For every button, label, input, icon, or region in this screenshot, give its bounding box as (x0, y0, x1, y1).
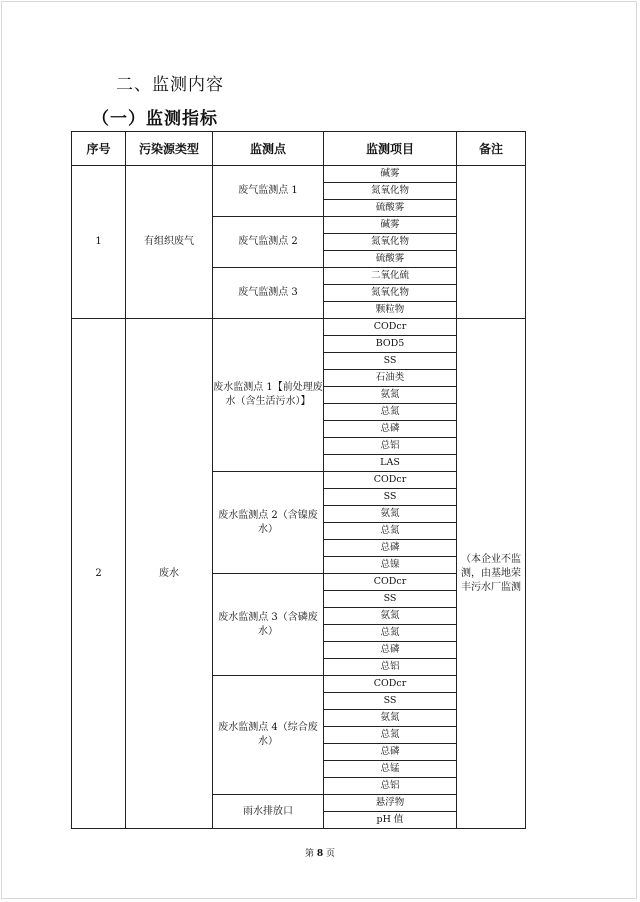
remark-cell (457, 166, 526, 319)
monitoring-item-cell: 氮氧化物 (324, 234, 457, 251)
monitoring-item-cell: 二氧化硫 (324, 268, 457, 285)
monitoring-item-cell: CODcr (324, 319, 457, 336)
monitoring-item-cell: 总氮 (324, 727, 457, 744)
monitoring-item-cell: 总磷 (324, 540, 457, 557)
row-number-cell: 1 (72, 166, 126, 319)
monitoring-item-cell: 总镍 (324, 557, 457, 574)
monitoring-item-cell: 氨氮 (324, 710, 457, 727)
monitoring-point-cell: 废水监测点 2（含镍废水） (213, 472, 324, 574)
header-remark: 备注 (457, 132, 526, 166)
monitoring-item-cell: 硫酸雾 (324, 200, 457, 217)
source-type-cell: 废水 (126, 319, 213, 829)
monitoring-item-cell: CODcr (324, 472, 457, 489)
monitoring-item-cell: 氨氮 (324, 387, 457, 404)
monitoring-item-cell: 氮氧化物 (324, 183, 457, 200)
section-title: 二、监测内容 (116, 75, 224, 95)
monitoring-item-cell: SS (324, 489, 457, 506)
page-number-value: 8 (316, 849, 324, 859)
source-type-cell: 有组织废气 (126, 166, 213, 319)
monitoring-point-cell: 废气监测点 3 (213, 268, 324, 319)
monitoring-item-cell: 总铝 (324, 659, 457, 676)
monitoring-item-cell: LAS (324, 455, 457, 472)
remark-cell: （本企业不监测，由基地荣丰污水厂监测 (457, 319, 526, 829)
monitoring-point-cell: 雨水排放口 (213, 795, 324, 829)
monitoring-item-cell: 总磷 (324, 421, 457, 438)
monitoring-item-cell: 硫酸雾 (324, 251, 457, 268)
monitoring-item-cell: 碱雾 (324, 166, 457, 183)
monitoring-item-cell: SS (324, 591, 457, 608)
table-body (72, 166, 526, 829)
monitoring-item-cell: 总氮 (324, 625, 457, 642)
monitoring-item-cell: 氮氧化物 (324, 285, 457, 302)
monitoring-item-cell: BOD5 (324, 336, 457, 353)
header-monitoring-point: 监测点 (213, 132, 324, 166)
row-number-cell: 2 (72, 319, 126, 829)
table-header-row (72, 132, 526, 166)
monitoring-item-cell: SS (324, 693, 457, 710)
table-row (72, 166, 526, 183)
monitoring-point-cell: 废气监测点 1 (213, 166, 324, 217)
monitoring-item-cell: 总氮 (324, 523, 457, 540)
monitoring-item-cell: 总锰 (324, 761, 457, 778)
subsection-title: （一）监测指标 (92, 109, 218, 129)
monitoring-item-cell: 总氮 (324, 404, 457, 421)
monitoring-indicators-table (71, 131, 526, 829)
monitoring-item-cell: CODcr (324, 676, 457, 693)
header-source-type: 污染源类型 (126, 132, 213, 166)
monitoring-point-cell: 废水监测点 1【前处理废水（含生活污水）】 (213, 319, 324, 472)
monitoring-item-cell: pH 值 (324, 812, 457, 829)
monitoring-item-cell: 总铝 (324, 778, 457, 795)
monitoring-item-cell: 总铝 (324, 438, 457, 455)
monitoring-item-cell: 氨氮 (324, 608, 457, 625)
header-no: 序号 (72, 132, 126, 166)
monitoring-point-cell: 废水监测点 4（综合废水） (213, 676, 324, 795)
monitoring-item-cell: 石油类 (324, 370, 457, 387)
page-number-prefix: 第 (304, 849, 314, 859)
monitoring-item-cell: 悬浮物 (324, 795, 457, 812)
monitoring-point-cell: 废气监测点 2 (213, 217, 324, 268)
monitoring-item-cell: 碱雾 (324, 217, 457, 234)
table-row (72, 319, 526, 336)
monitoring-item-cell: 总磷 (324, 744, 457, 761)
monitoring-point-cell: 废水监测点 3（含磷废水） (213, 574, 324, 676)
monitoring-item-cell: 颗粒物 (324, 302, 457, 319)
monitoring-item-cell: CODcr (324, 574, 457, 591)
monitoring-item-cell: 氨氮 (324, 506, 457, 523)
page-number (0, 846, 640, 859)
header-monitoring-item: 监测项目 (324, 132, 457, 166)
monitoring-item-cell: 总磷 (324, 642, 457, 659)
page-number-suffix: 页 (326, 849, 336, 859)
monitoring-item-cell: SS (324, 353, 457, 370)
